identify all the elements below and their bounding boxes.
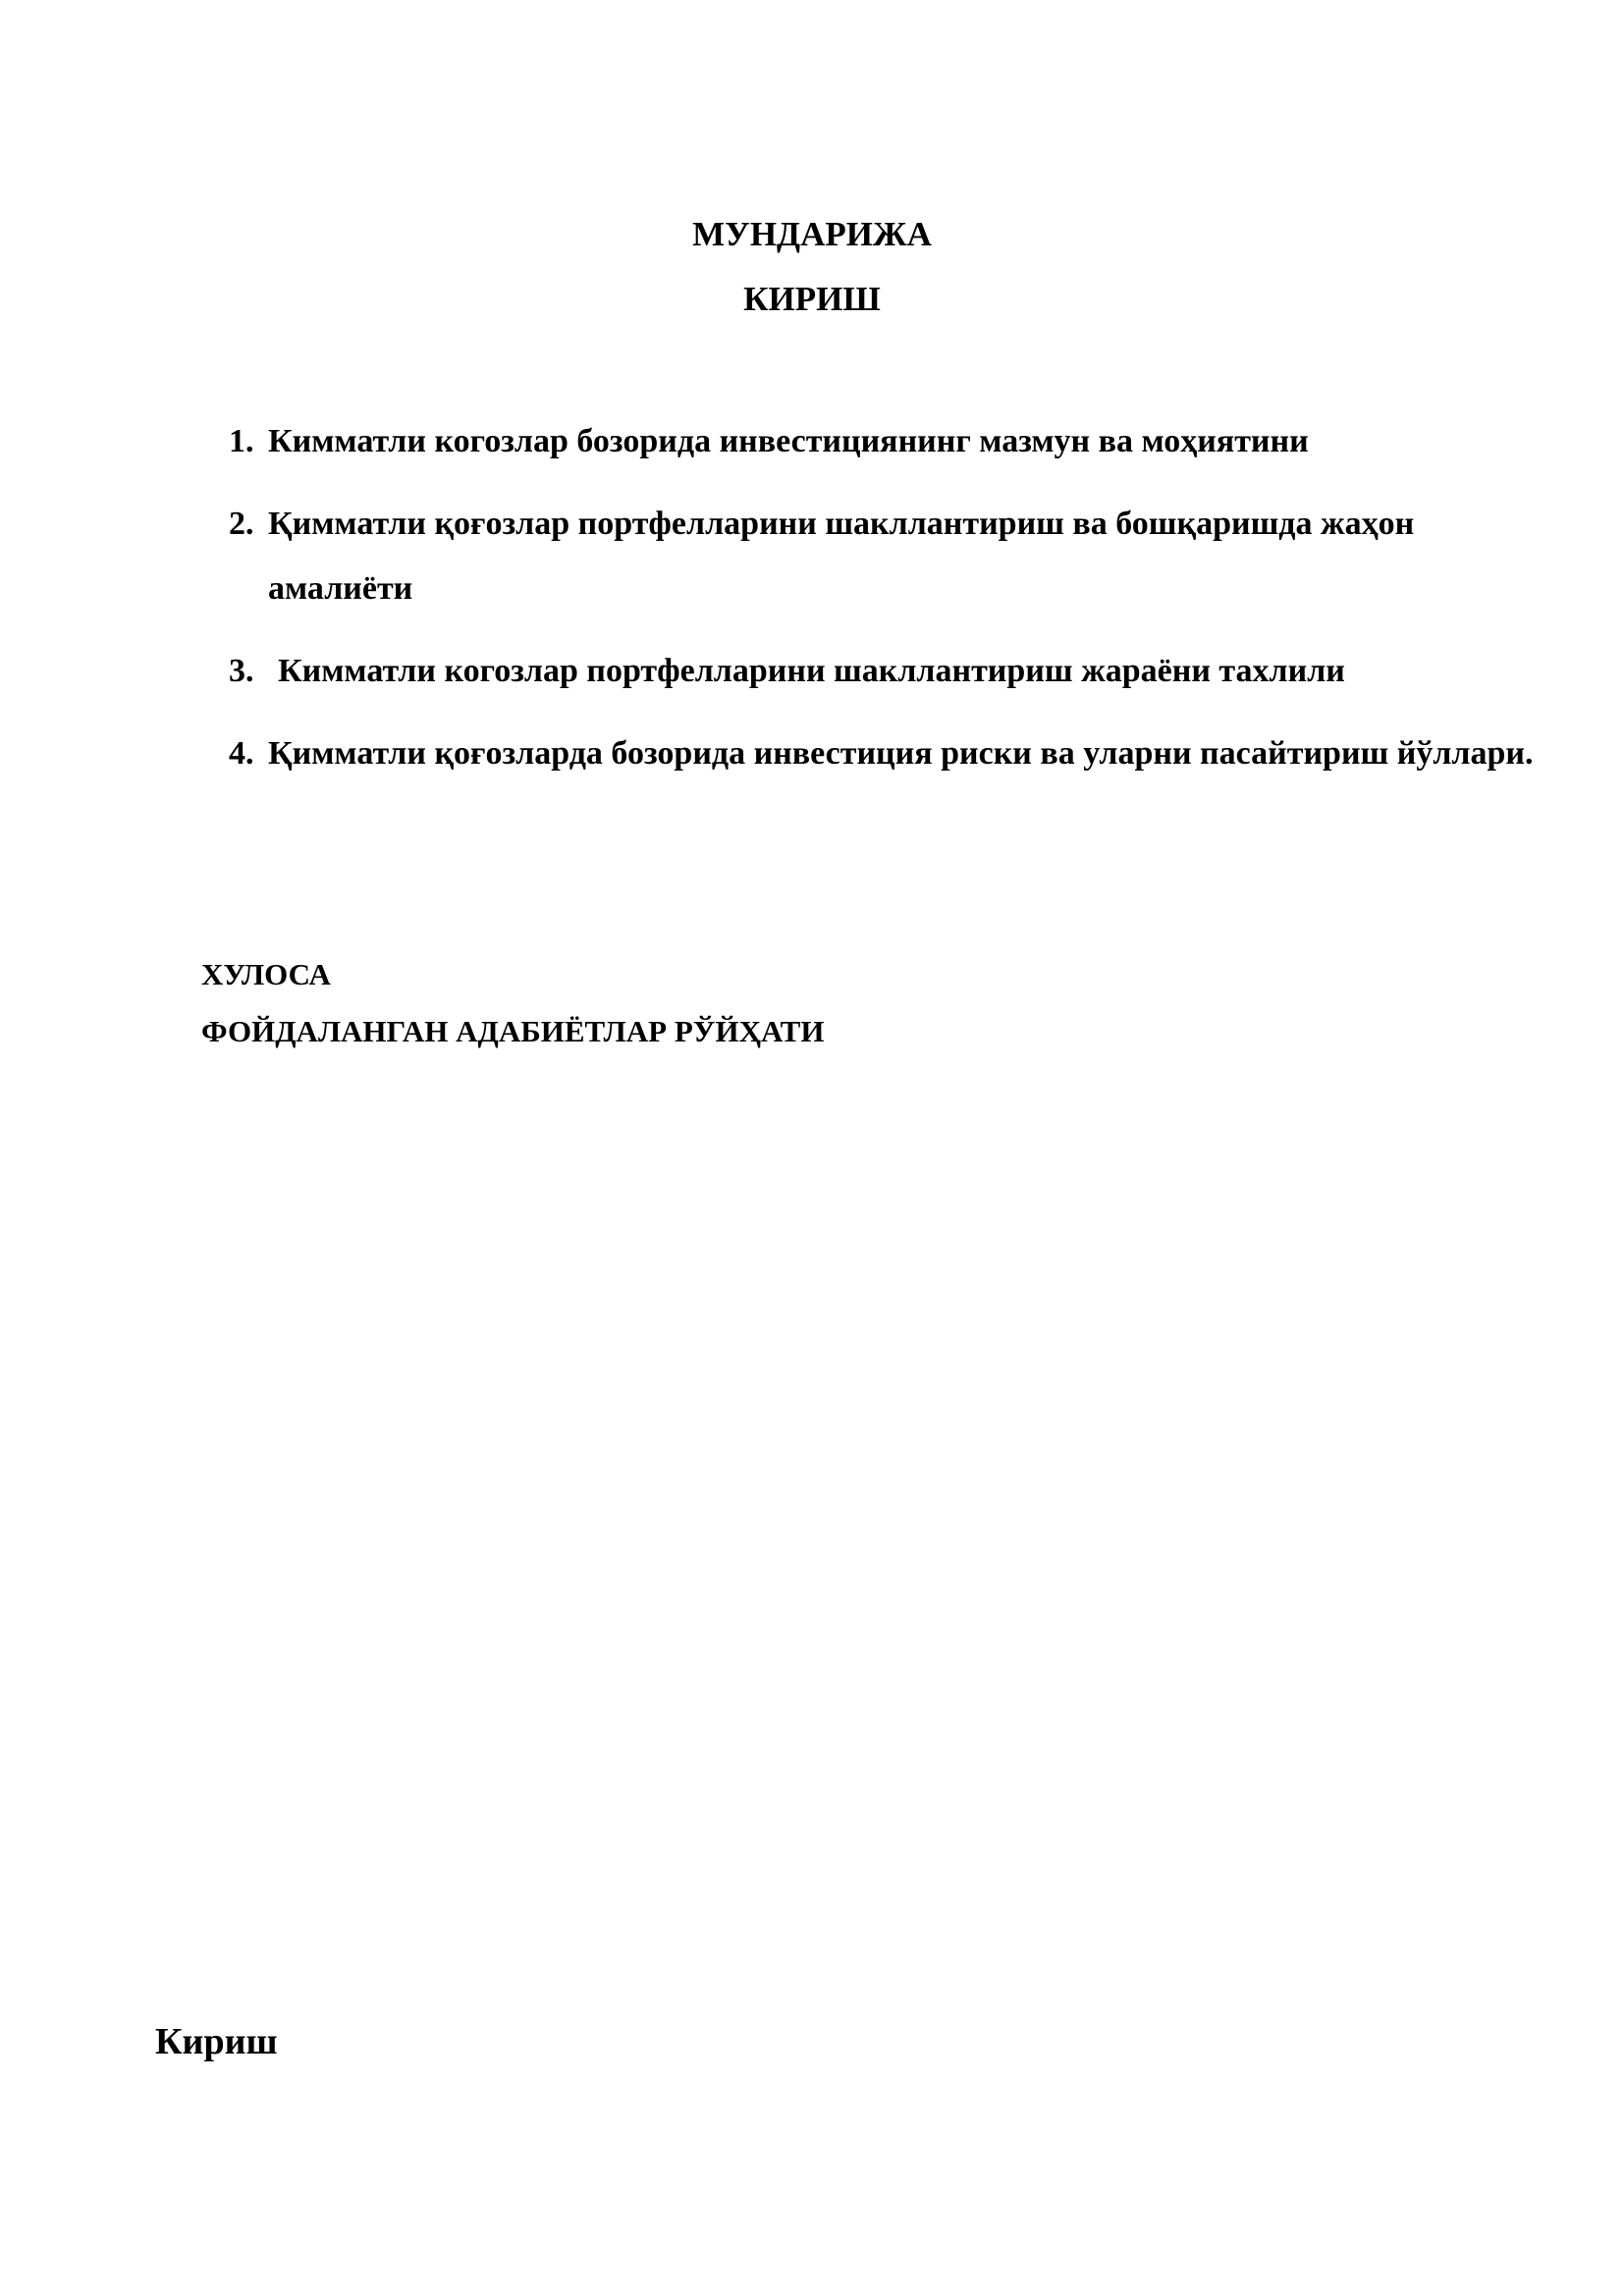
toc-item-text: Қимматли қоғозлар портфелларини шакллантириш ва бошқаришда жаҳон амалиёти [268, 506, 1415, 607]
toc-item-number: 2. [229, 506, 254, 542]
toc-item-number: 1. [229, 423, 254, 459]
toc-item [229, 409, 1544, 474]
section-heading: Кириш [155, 2021, 278, 2062]
toc-item-number: 3. [229, 653, 254, 689]
references-label: ФОЙДАЛАНГАН АДАБИЁТЛАР РЎЙҲАТИ [201, 1014, 825, 1048]
toc-item [229, 721, 1544, 786]
toc-item-text: Кимматли когозлар бозорида инвестициянинг мазмун ва моҳиятини [268, 423, 1309, 459]
toc-item-text: Кимматли когозлар портфелларини шакллантириш жараёни тахлили [278, 653, 1345, 689]
conclusion-label: ХУЛОСА [201, 957, 331, 991]
toc-item-text: Қимматли қоғозларда бозорида инвестиция риски ва уларни пасайтириш йўллари. [268, 735, 1534, 772]
toc-item [229, 639, 1544, 704]
toc-intro-label: КИРИШ [743, 280, 881, 318]
toc-item-number: 4. [229, 735, 254, 772]
toc-item [229, 492, 1544, 621]
toc-title: МУНДАРИЖА [692, 215, 932, 253]
